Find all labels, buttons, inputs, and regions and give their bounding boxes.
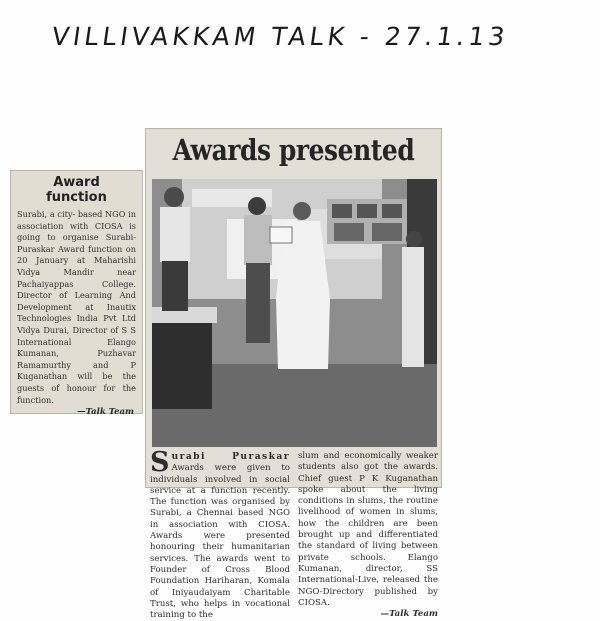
award-ceremony-photo	[152, 179, 437, 447]
column-1-text: Awards were given to individuals involved in social service at a function recently. The function was organised by Surabi, a Chennai based NGO in association with CIOSA. Awards were presented honouring their humanitarian services. The awards went to Founder of Cross Blood Foundation Hariharan, Komala of Iniyaudaiyam Charitable Trust, who helps in vocational training to the	[150, 463, 290, 621]
award-function-clipping	[10, 170, 143, 418]
byline: —Talk Team	[380, 609, 438, 620]
handwritten-header: VILLIVAKKAM TALK - 27.1.13	[49, 22, 511, 51]
awards-presented-clipping	[145, 128, 442, 621]
column-2-text: slum and economically weaker students also got the awards. Chief guest P K Kuganathan spoke about the living conditions in slums, the routine livelihood of women in slums, how the children are been brought up and differentiated the standard of living between private schools. Elango Kumanan, director, SS International-Live, released the NGO-Directory published by CIOSA.	[298, 451, 438, 608]
article-column-2	[298, 451, 438, 620]
title-line-2: function	[46, 190, 107, 205]
byline: —Talk Team	[77, 407, 134, 418]
clipping-title	[17, 175, 136, 205]
article-columns	[150, 447, 439, 621]
title-line-1: Award	[53, 175, 100, 190]
drop-cap: S	[150, 447, 170, 478]
clipping-body: Surabi, a city- based NGO in association with CIOSA is going to organise Surabi-Puraskar Award function on 20 January at Maharishi Vidya Mandir near Pachaiyappas College. Director of Learning And Development at Inautix Technologies India Pvt Ltd Vidya Durai, Director of S S International Elango Kumanan, Puzhavar Ramamurthy and P Kuganathan will be the guests of honour for the function.	[17, 209, 136, 405]
article-column-1	[150, 447, 290, 621]
article-headline: Awards presented	[172, 133, 415, 167]
lead-in: urabi Puraskar	[171, 451, 290, 462]
